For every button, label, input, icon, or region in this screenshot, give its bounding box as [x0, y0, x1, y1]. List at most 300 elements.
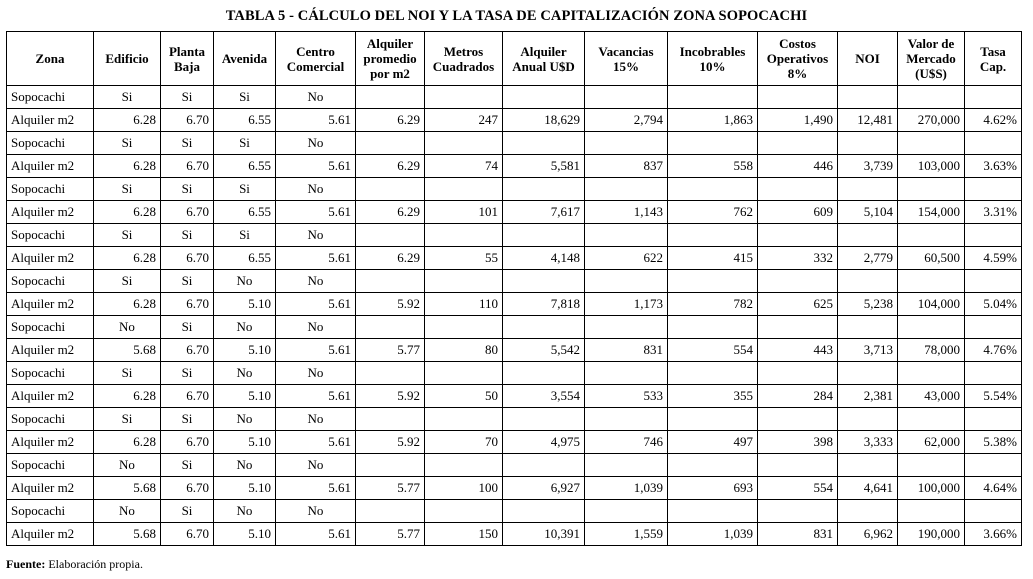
- table-cell: Alquiler m2: [7, 109, 94, 132]
- table-cell: Alquiler m2: [7, 155, 94, 178]
- table-cell: 6.28: [94, 293, 161, 316]
- table-cell: [758, 454, 838, 477]
- table-cell: 43,000: [898, 385, 965, 408]
- table-cell: 762: [668, 201, 758, 224]
- table-cell: [838, 500, 898, 523]
- table-cell: Si: [94, 178, 161, 201]
- table-cell: 6.70: [161, 523, 214, 546]
- table-cell: 103,000: [898, 155, 965, 178]
- table-cell: Sopocachi: [7, 178, 94, 201]
- table-cell: 6,927: [503, 477, 585, 500]
- table-cell: 622: [585, 247, 668, 270]
- table-row: [7, 454, 1022, 477]
- table-cell: [425, 86, 503, 109]
- table-cell: [425, 316, 503, 339]
- table-cell: No: [276, 224, 356, 247]
- table-row: [7, 201, 1022, 224]
- table-cell: [425, 454, 503, 477]
- table-row: [7, 431, 1022, 454]
- table-cell: No: [94, 316, 161, 339]
- table-cell: No: [276, 500, 356, 523]
- table-cell: 5.61: [276, 339, 356, 362]
- table-cell: [668, 316, 758, 339]
- table-cell: 247: [425, 109, 503, 132]
- table-cell: [425, 132, 503, 155]
- table-cell: Si: [161, 224, 214, 247]
- table-cell: 5.38%: [965, 431, 1022, 454]
- table-body: [7, 86, 1022, 546]
- table-cell: 7,617: [503, 201, 585, 224]
- table-cell: 100: [425, 477, 503, 500]
- table-cell: [356, 454, 425, 477]
- table-cell: Si: [161, 270, 214, 293]
- table-cell: 74: [425, 155, 503, 178]
- table-cell: 104,000: [898, 293, 965, 316]
- table-cell: [965, 132, 1022, 155]
- table-cell: [503, 178, 585, 201]
- table-cell: Alquiler m2: [7, 293, 94, 316]
- table-row: [7, 270, 1022, 293]
- table-cell: [425, 178, 503, 201]
- table-row: [7, 362, 1022, 385]
- table-row: [7, 523, 1022, 546]
- table-cell: 4.62%: [965, 109, 1022, 132]
- table-cell: Alquiler m2: [7, 247, 94, 270]
- column-header: Metros Cuadrados: [425, 32, 503, 86]
- table-cell: 6.70: [161, 155, 214, 178]
- table-row: [7, 293, 1022, 316]
- table-cell: Si: [161, 132, 214, 155]
- source-text: Elaboración propia.: [48, 557, 143, 571]
- table-row: [7, 86, 1022, 109]
- table-cell: [965, 86, 1022, 109]
- table-cell: 533: [585, 385, 668, 408]
- table-cell: [668, 500, 758, 523]
- table-cell: [758, 270, 838, 293]
- column-header: Tasa Cap.: [965, 32, 1022, 86]
- table-cell: [898, 500, 965, 523]
- table-cell: 5.77: [356, 477, 425, 500]
- table-cell: 5.68: [94, 477, 161, 500]
- table-cell: [758, 86, 838, 109]
- table-cell: 5.92: [356, 431, 425, 454]
- table-cell: [965, 316, 1022, 339]
- table-row: [7, 339, 1022, 362]
- table-cell: 2,381: [838, 385, 898, 408]
- table-cell: [356, 500, 425, 523]
- table-cell: 5.61: [276, 293, 356, 316]
- table-cell: Alquiler m2: [7, 339, 94, 362]
- table-cell: 6.29: [356, 247, 425, 270]
- table-cell: 1,039: [585, 477, 668, 500]
- table-cell: [503, 362, 585, 385]
- table-cell: [758, 408, 838, 431]
- table-cell: [898, 454, 965, 477]
- table-cell: [965, 362, 1022, 385]
- table-cell: 5.68: [94, 523, 161, 546]
- table-cell: 5.54%: [965, 385, 1022, 408]
- column-header: Costos Operativos 8%: [758, 32, 838, 86]
- table-cell: 62,000: [898, 431, 965, 454]
- table-cell: No: [276, 408, 356, 431]
- table-cell: [356, 224, 425, 247]
- column-header: Alquiler promedio por m2: [356, 32, 425, 86]
- table-cell: 3.66%: [965, 523, 1022, 546]
- table-cell: 5.92: [356, 385, 425, 408]
- table-cell: [898, 224, 965, 247]
- table-cell: 558: [668, 155, 758, 178]
- table-cell: No: [214, 500, 276, 523]
- table-cell: Si: [161, 408, 214, 431]
- table-cell: 6.70: [161, 109, 214, 132]
- table-cell: 1,143: [585, 201, 668, 224]
- column-header: Planta Baja: [161, 32, 214, 86]
- table-cell: 80: [425, 339, 503, 362]
- table-cell: 6.28: [94, 431, 161, 454]
- table-cell: [503, 224, 585, 247]
- table-cell: 10,391: [503, 523, 585, 546]
- table-cell: 5.04%: [965, 293, 1022, 316]
- table-cell: [668, 224, 758, 247]
- table-cell: 5.10: [214, 477, 276, 500]
- table-cell: [585, 362, 668, 385]
- table-cell: 5,542: [503, 339, 585, 362]
- table-cell: [668, 86, 758, 109]
- table-cell: 5.61: [276, 523, 356, 546]
- table-cell: 6.28: [94, 155, 161, 178]
- table-cell: Si: [94, 362, 161, 385]
- column-header: Zona: [7, 32, 94, 86]
- table-cell: No: [276, 454, 356, 477]
- table-cell: No: [276, 178, 356, 201]
- table-row: [7, 178, 1022, 201]
- column-header: Centro Comercial: [276, 32, 356, 86]
- table-cell: 60,500: [898, 247, 965, 270]
- table-cell: 50: [425, 385, 503, 408]
- table-cell: [898, 178, 965, 201]
- table-title: TABLA 5 - CÁLCULO DEL NOI Y LA TASA DE CAPITALIZACIÓN ZONA SOPOCACHI: [225, 8, 808, 24]
- table-cell: 5.61: [276, 477, 356, 500]
- table-cell: [356, 178, 425, 201]
- table-cell: [758, 132, 838, 155]
- table-cell: 443: [758, 339, 838, 362]
- table-cell: 2,794: [585, 109, 668, 132]
- table-cell: 100,000: [898, 477, 965, 500]
- table-cell: 55: [425, 247, 503, 270]
- table-cell: 3.63%: [965, 155, 1022, 178]
- table-cell: [356, 316, 425, 339]
- table-cell: [965, 408, 1022, 431]
- table-cell: 5,238: [838, 293, 898, 316]
- header-row: [7, 32, 1022, 86]
- table-cell: [585, 270, 668, 293]
- table-cell: 6.70: [161, 339, 214, 362]
- table-cell: 3,554: [503, 385, 585, 408]
- table-cell: 5.77: [356, 339, 425, 362]
- table-cell: [668, 178, 758, 201]
- table-cell: [758, 362, 838, 385]
- column-header: Avenida: [214, 32, 276, 86]
- table-cell: 5.10: [214, 293, 276, 316]
- table-cell: [668, 408, 758, 431]
- table-cell: 4.64%: [965, 477, 1022, 500]
- table-cell: 5,104: [838, 201, 898, 224]
- table-cell: 6.29: [356, 201, 425, 224]
- table-cell: 6.70: [161, 477, 214, 500]
- table-cell: 446: [758, 155, 838, 178]
- table-cell: [758, 224, 838, 247]
- table-cell: 554: [758, 477, 838, 500]
- table-cell: Alquiler m2: [7, 477, 94, 500]
- table-cell: [838, 408, 898, 431]
- table-cell: No: [214, 408, 276, 431]
- table-cell: [838, 316, 898, 339]
- table-cell: 5.77: [356, 523, 425, 546]
- table-cell: [838, 178, 898, 201]
- table-cell: 154,000: [898, 201, 965, 224]
- noi-table: [6, 31, 1022, 546]
- table-cell: 1,559: [585, 523, 668, 546]
- table-cell: 6.28: [94, 201, 161, 224]
- table-cell: 5.61: [276, 247, 356, 270]
- table-cell: Alquiler m2: [7, 523, 94, 546]
- table-cell: 7,818: [503, 293, 585, 316]
- table-cell: [898, 270, 965, 293]
- table-cell: [965, 454, 1022, 477]
- table-row: [7, 477, 1022, 500]
- table-cell: [898, 132, 965, 155]
- table-cell: 554: [668, 339, 758, 362]
- table-cell: 831: [758, 523, 838, 546]
- table-row: [7, 132, 1022, 155]
- table-cell: [356, 408, 425, 431]
- table-cell: 831: [585, 339, 668, 362]
- table-cell: 3,333: [838, 431, 898, 454]
- table-cell: 12,481: [838, 109, 898, 132]
- table-cell: No: [214, 454, 276, 477]
- table-cell: 5.10: [214, 385, 276, 408]
- table-cell: 6.28: [94, 247, 161, 270]
- table-cell: [838, 270, 898, 293]
- table-cell: 1,863: [668, 109, 758, 132]
- table-cell: [356, 132, 425, 155]
- table-cell: Sopocachi: [7, 224, 94, 247]
- table-cell: [356, 362, 425, 385]
- table-cell: 5,581: [503, 155, 585, 178]
- table-cell: 6.29: [356, 155, 425, 178]
- table-cell: [503, 270, 585, 293]
- table-cell: 110: [425, 293, 503, 316]
- table-cell: [965, 270, 1022, 293]
- table-cell: Si: [214, 224, 276, 247]
- table-cell: 746: [585, 431, 668, 454]
- table-cell: [585, 500, 668, 523]
- table-row: [7, 500, 1022, 523]
- table-cell: 4,148: [503, 247, 585, 270]
- table-cell: [585, 224, 668, 247]
- table-cell: 5.61: [276, 155, 356, 178]
- table-cell: Si: [214, 86, 276, 109]
- table-cell: 4,641: [838, 477, 898, 500]
- table-cell: 4.59%: [965, 247, 1022, 270]
- table-cell: Sopocachi: [7, 454, 94, 477]
- table-cell: [838, 86, 898, 109]
- table-cell: 6.28: [94, 385, 161, 408]
- table-cell: 78,000: [898, 339, 965, 362]
- table-cell: [838, 224, 898, 247]
- table-cell: 4.76%: [965, 339, 1022, 362]
- table-cell: 6.29: [356, 109, 425, 132]
- table-cell: 355: [668, 385, 758, 408]
- table-cell: 5.10: [214, 339, 276, 362]
- table-cell: 4,975: [503, 431, 585, 454]
- table-cell: 6.55: [214, 247, 276, 270]
- table-cell: 497: [668, 431, 758, 454]
- table-cell: [503, 86, 585, 109]
- table-cell: Si: [94, 408, 161, 431]
- table-cell: Si: [94, 224, 161, 247]
- table-cell: [585, 178, 668, 201]
- table-cell: 6.70: [161, 293, 214, 316]
- table-cell: 693: [668, 477, 758, 500]
- table-cell: [758, 178, 838, 201]
- table-cell: Sopocachi: [7, 132, 94, 155]
- table-row: [7, 408, 1022, 431]
- table-row: [7, 247, 1022, 270]
- table-cell: [838, 362, 898, 385]
- table-cell: [668, 270, 758, 293]
- table-cell: Sopocachi: [7, 316, 94, 339]
- table-cell: [356, 270, 425, 293]
- column-header: Vacancias 15%: [585, 32, 668, 86]
- table-cell: Sopocachi: [7, 362, 94, 385]
- table-cell: 6,962: [838, 523, 898, 546]
- table-cell: [585, 132, 668, 155]
- table-cell: 284: [758, 385, 838, 408]
- table-cell: Sopocachi: [7, 500, 94, 523]
- table-cell: [503, 408, 585, 431]
- table-cell: 5.61: [276, 201, 356, 224]
- table-cell: Si: [161, 178, 214, 201]
- source-label: Fuente:: [6, 557, 46, 571]
- table-cell: 6.70: [161, 385, 214, 408]
- table-cell: 6.70: [161, 431, 214, 454]
- table-cell: [425, 270, 503, 293]
- table-cell: [503, 500, 585, 523]
- table-cell: Si: [94, 132, 161, 155]
- table-cell: 3.31%: [965, 201, 1022, 224]
- table-cell: 270,000: [898, 109, 965, 132]
- table-cell: Si: [161, 362, 214, 385]
- table-cell: 6.28: [94, 109, 161, 132]
- table-cell: Alquiler m2: [7, 385, 94, 408]
- table-cell: No: [214, 270, 276, 293]
- table-cell: No: [214, 362, 276, 385]
- table-row: [7, 224, 1022, 247]
- table-cell: 1,039: [668, 523, 758, 546]
- table-cell: 609: [758, 201, 838, 224]
- table-cell: 625: [758, 293, 838, 316]
- table-cell: [898, 362, 965, 385]
- table-cell: [898, 86, 965, 109]
- column-header: Valor de Mercado (U$S): [898, 32, 965, 86]
- column-header: Alquiler Anual U$D: [503, 32, 585, 86]
- table-cell: 101: [425, 201, 503, 224]
- table-cell: Si: [214, 178, 276, 201]
- table-cell: No: [276, 132, 356, 155]
- table-cell: 6.55: [214, 155, 276, 178]
- table-cell: Si: [214, 132, 276, 155]
- table-cell: [356, 86, 425, 109]
- table-cell: 6.70: [161, 201, 214, 224]
- table-cell: [898, 408, 965, 431]
- table-cell: [425, 500, 503, 523]
- table-cell: [503, 454, 585, 477]
- table-cell: Si: [161, 316, 214, 339]
- table-cell: 5.92: [356, 293, 425, 316]
- table-cell: Si: [161, 454, 214, 477]
- table-cell: No: [214, 316, 276, 339]
- table-cell: [838, 454, 898, 477]
- table-row: [7, 155, 1022, 178]
- source-note: [6, 557, 143, 572]
- table-cell: Si: [94, 270, 161, 293]
- table-cell: 6.55: [214, 109, 276, 132]
- table-cell: [965, 224, 1022, 247]
- table-cell: [503, 132, 585, 155]
- table-cell: No: [276, 270, 356, 293]
- table-cell: [425, 408, 503, 431]
- table-cell: [585, 86, 668, 109]
- column-header: Incobrables 10%: [668, 32, 758, 86]
- table-cell: Si: [161, 500, 214, 523]
- table-cell: 782: [668, 293, 758, 316]
- table-row: [7, 316, 1022, 339]
- table-cell: 5.10: [214, 523, 276, 546]
- table-cell: Alquiler m2: [7, 201, 94, 224]
- table-cell: 1,490: [758, 109, 838, 132]
- table-cell: 5.61: [276, 385, 356, 408]
- table-cell: 5.61: [276, 431, 356, 454]
- table-cell: 1,173: [585, 293, 668, 316]
- table-cell: [965, 178, 1022, 201]
- table-row: [7, 109, 1022, 132]
- table-cell: Si: [94, 86, 161, 109]
- table-cell: No: [276, 362, 356, 385]
- table-cell: [425, 362, 503, 385]
- table-cell: No: [276, 316, 356, 339]
- table-cell: 5.68: [94, 339, 161, 362]
- table-cell: [965, 500, 1022, 523]
- table-cell: 18,629: [503, 109, 585, 132]
- table-cell: 3,739: [838, 155, 898, 178]
- column-header: Edificio: [94, 32, 161, 86]
- table-cell: No: [276, 86, 356, 109]
- table-cell: 6.55: [214, 201, 276, 224]
- table-cell: 150: [425, 523, 503, 546]
- table-cell: 190,000: [898, 523, 965, 546]
- table-cell: [898, 316, 965, 339]
- table-cell: [668, 132, 758, 155]
- table-cell: No: [94, 454, 161, 477]
- table-cell: [585, 408, 668, 431]
- table-cell: 6.70: [161, 247, 214, 270]
- table-cell: 5.61: [276, 109, 356, 132]
- table-row: [7, 385, 1022, 408]
- table-cell: Si: [161, 86, 214, 109]
- table-cell: [503, 316, 585, 339]
- table-cell: [838, 132, 898, 155]
